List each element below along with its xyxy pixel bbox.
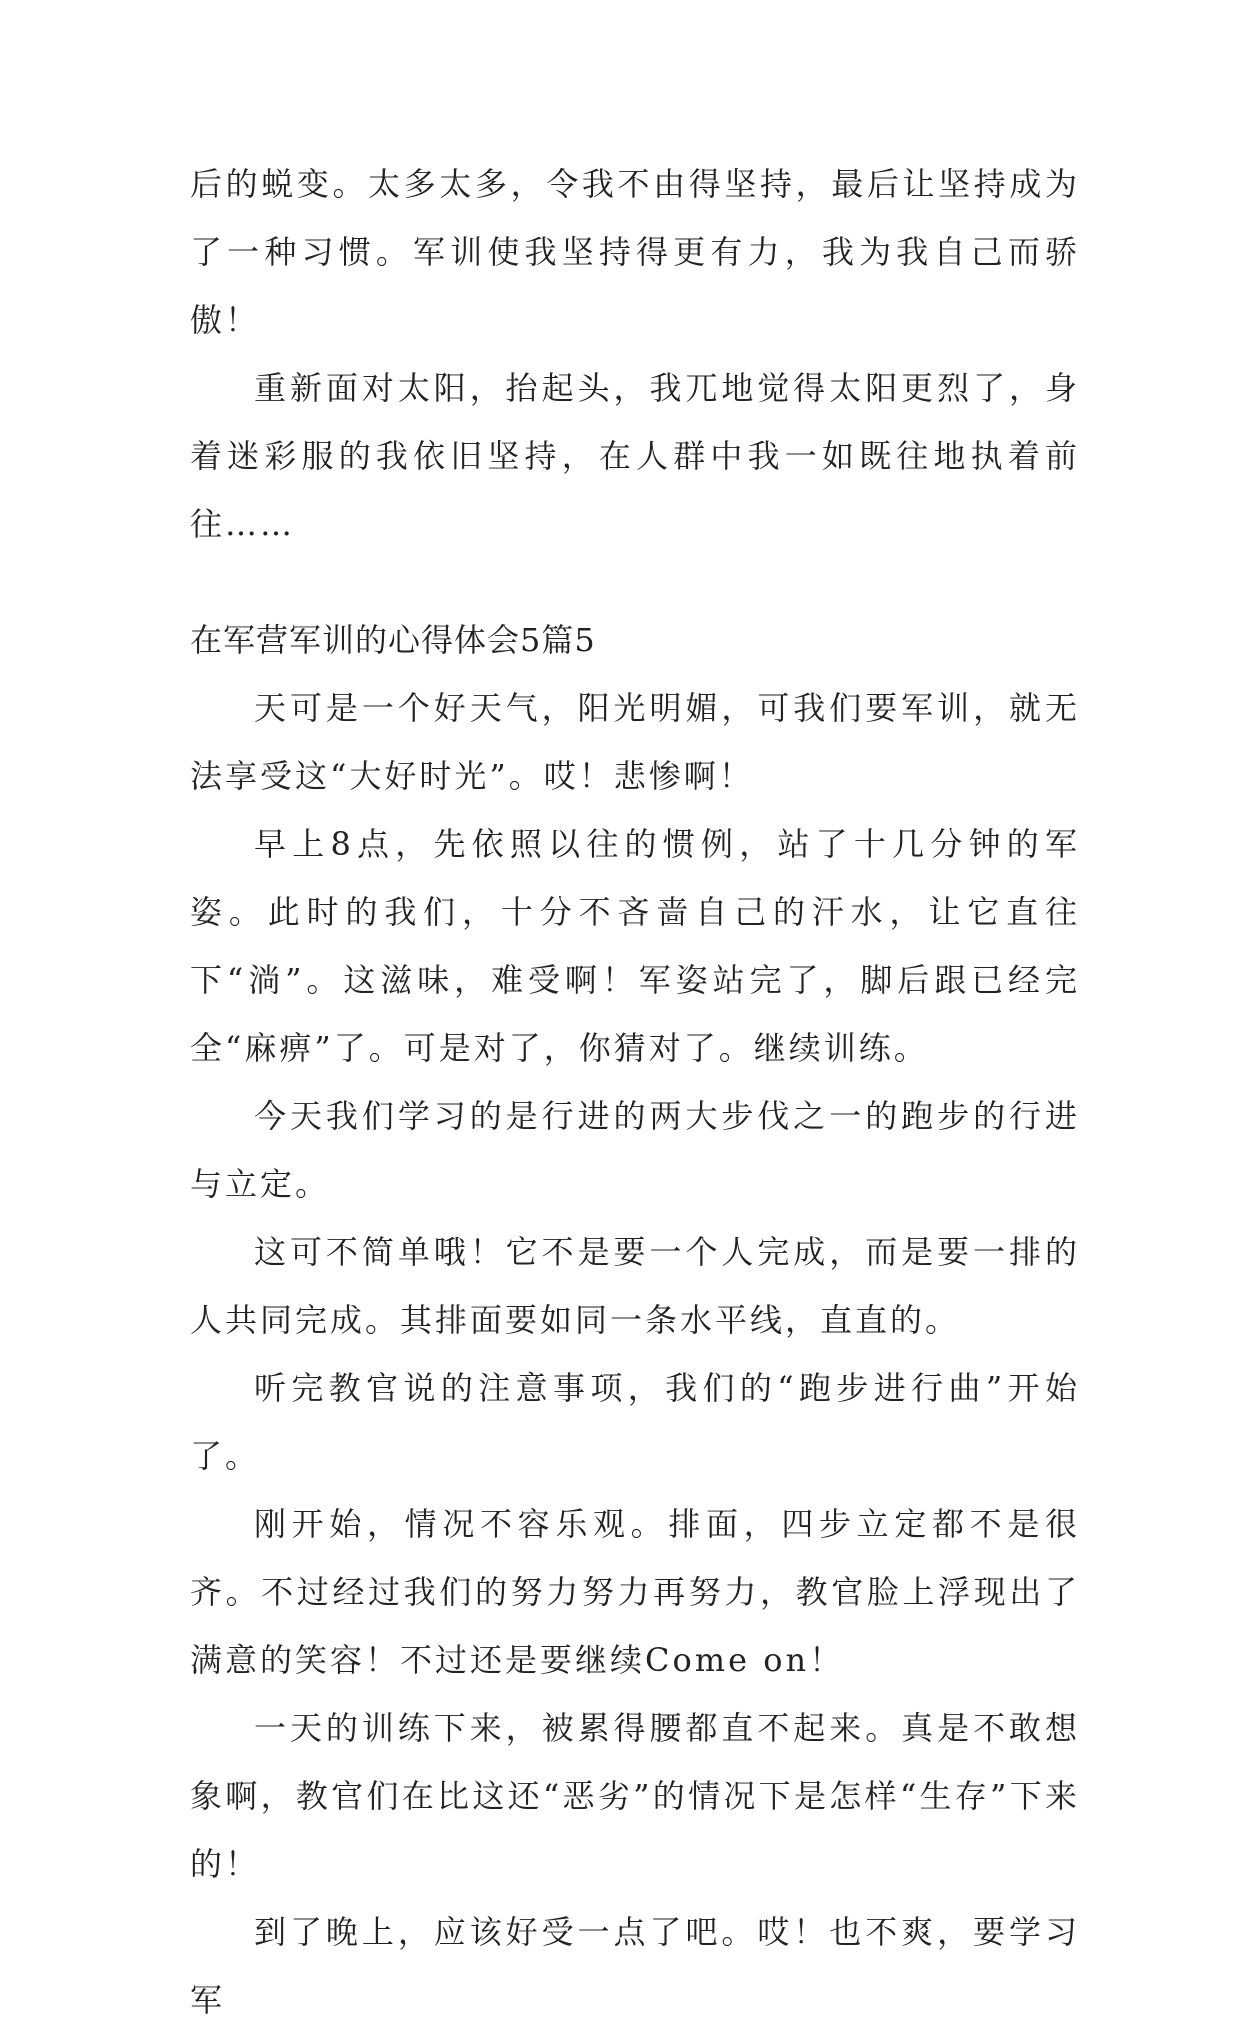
paragraph: 听完教官说的注意事项，我们的“跑步进行曲”开始了。 bbox=[190, 1369, 1080, 1475]
paragraph: 重新面对太阳，抬起头，我兀地觉得太阳更烈了，身着迷彩服的我依旧坚持，在人群中我一如既往地执着前往…… bbox=[190, 369, 1080, 543]
paragraph: 天可是一个好天气，阳光明媚，可我们要军训，就无法享受这“大好时光”。哎！悲惨啊！ bbox=[190, 689, 1080, 795]
paragraph: 到了晚上，应该好受一点了吧。哎！也不爽，要学习军 bbox=[190, 1913, 1080, 2019]
document-body bbox=[190, 150, 1080, 2034]
paragraph: 这可不简单哦！它不是要一个人完成，而是要一排的人共同完成。其排面要如同一条水平线，直直的。 bbox=[190, 1233, 1080, 1339]
section-title: 在军营军训的心得体会5篇5 bbox=[190, 621, 596, 659]
paragraph: 一天的训练下来，被累得腰都直不起来。真是不敢想象啊，教官们在比这还“恶劣”的情况下是怎样“生存”下来的！ bbox=[190, 1709, 1080, 1883]
paragraph: 今天我们学习的是行进的两大步伐之一的跑步的行进与立定。 bbox=[190, 1097, 1080, 1203]
paragraph: 刚开始，情况不容乐观。排面，四步立定都不是很齐。不过经过我们的努力努力再努力，教官脸上浮现出了满意的笑容！不过还是要继续Come on！ bbox=[190, 1505, 1080, 1679]
paragraph: 早上8点，先依照以往的惯例，站了十几分钟的军姿。此时的我们，十分不吝啬自己的汗水，让它直往下“淌”。这滋味，难受啊！军姿站完了，脚后跟已经完全“麻痹”了。可是对了，你猜对了。继续训练。 bbox=[190, 825, 1080, 1067]
paragraph: 后的蜕变。太多太多，令我不由得坚持，最后让坚持成为了一种习惯。军训使我坚持得更有力，我为我自己而骄傲！ bbox=[190, 165, 1080, 339]
